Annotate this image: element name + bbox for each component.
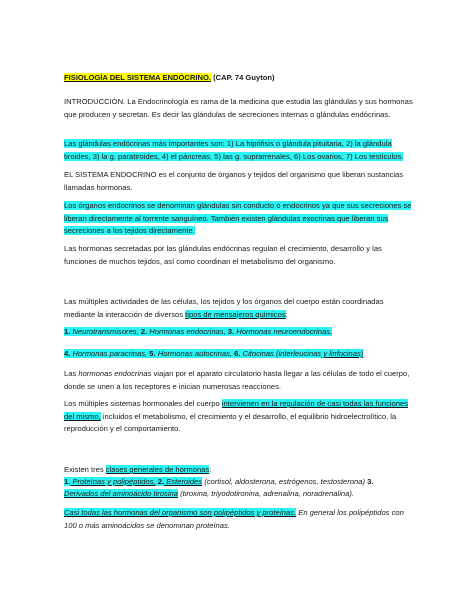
text-run: : <box>209 465 212 474</box>
text-highlight: intervienen en la regulación de casi todas las funciones del mismo, <box>64 399 409 421</box>
messengers-paragraph <box>64 296 414 321</box>
text-highlight: clases generales de hormonas <box>105 465 210 474</box>
endocrine-travel-paragraph <box>64 368 414 393</box>
list-number: 6. <box>232 349 241 358</box>
list-number: 2. <box>138 327 148 336</box>
final-paragraph <box>64 507 414 532</box>
hormonal-systems-paragraph <box>64 398 414 436</box>
text-run-italic: hormonas endocrinas <box>78 369 152 378</box>
text-run: Existen tres <box>64 465 106 474</box>
system-definition-paragraph: EL SISTEMA ENDOCRINO es el conjunto de órganos y tejidos del organismo que liberan sustancias llamadas hormonas. <box>64 170 404 192</box>
hormone-function-paragraph: Las hormonas secretadas por las glándulas endócrinas regulan el crecimiento, desarrollo y las funciones de muchos tejidos, así como coordinan el metabolismo del organismo. <box>64 244 382 266</box>
text-run: incluidos el metabolismo, el crecimiento y el desarrollo, el equilibrio hidroelectrolítico, la reproducción y el comportamiento. <box>64 411 397 433</box>
text-run: viajan por el aparato circulatorio hasta llegar a las células de todo el cuerpo, donde se unen a los receptores e inician numerosas reacciones. <box>64 369 410 391</box>
main-glands-text: Las glándulas endócrinas más importantes son: 1) La hipófisis o glándula pituitaria, 2) la glándula tiroides, 3) la g. paratiroides, 4) el páncreas, 5) las g. suprarrenales, 6) Los ovarios, 7) Los testículos. <box>64 139 404 161</box>
list-number: 3. <box>225 327 235 336</box>
messengers-end: : <box>285 309 288 319</box>
endocrine-organs-text: Los órganos endocrinos se denominan glándulas sin conducto o endocrinos ya que sus secreciones se liberan directamente al torrente sanguíneo. También existen glándulas exocrinas que liberan sus secreciones a los tejidos directamente. <box>64 201 412 235</box>
classes-line-2 <box>64 488 414 501</box>
list-number: 3. <box>365 477 374 486</box>
classes-paragraph <box>64 464 414 477</box>
list-item: Hormonas neuroendocrinas, <box>234 327 333 336</box>
messenger-list-line-2 <box>64 348 414 361</box>
messenger-list-line-1 <box>64 326 414 339</box>
list-item: Proteínas y polipéptidos, <box>70 477 156 486</box>
list-item: Citocinas <box>240 349 274 358</box>
classes-line-1 <box>64 476 414 489</box>
list-item: Neurotransmisores, <box>70 327 139 336</box>
main-glands-paragraph <box>64 138 414 163</box>
list-item: Hormonas endocrinas, <box>147 327 226 336</box>
list-number: 1. <box>64 327 71 336</box>
list-item-parenthetical-tail: y linfocinas) <box>321 349 364 358</box>
list-item-parenthetical: (tiroxina, triyodotironina, adrenalina, noradrenalina). <box>177 489 354 498</box>
title-main: FISIOLOGÍA DEL SISTEMA ENDÓCRINO. <box>64 73 211 82</box>
messengers-intro: Las múltiples actividades de las células, los tejidos y los órganos del cuerpo están coordinadas mediante la interacción de diversos <box>64 297 384 319</box>
text-run: Las <box>64 369 79 378</box>
list-item: Hormonas autocrinas, <box>155 349 233 358</box>
list-number: 5. <box>147 349 156 358</box>
endocrine-organs-paragraph <box>64 200 414 238</box>
text-highlight: Casi todas las hormonas del organismo son polipéptidos y proteínas. <box>64 508 297 517</box>
title-reference: (CAP. 74 Guyton) <box>210 73 275 82</box>
list-item: Esteroides <box>164 477 203 486</box>
document-title <box>64 72 414 85</box>
list-item: Hormonas paracrinas, <box>70 349 148 358</box>
list-item: Derivados del aminoácido tirosina <box>64 489 178 498</box>
list-item-parenthetical: (interleucinas <box>273 349 322 358</box>
list-number: 1. <box>64 477 71 486</box>
intro-paragraph: INTRODUCCIÓN. La Endocrinología es rama de la medicina que estudia las glándulas y sus hormonas que producen y secretan. Es decir las glándulas de secreciones internas o glándulas endócrinas. <box>64 97 413 119</box>
list-number: 2. <box>155 477 165 486</box>
list-item-parenthetical: (cortisol, aldosterona, estrógenos, testosterona) <box>202 477 366 486</box>
list-number: 4. <box>64 349 71 358</box>
text-run-italic: En general los polipéptidos con 100 o más aminoácidos se denominan proteínas. <box>64 508 404 530</box>
messengers-highlight: tipos de mensajeros químicos <box>185 309 286 319</box>
text-run: Los múltiples sistemas hormonales del cuerpo <box>64 399 222 408</box>
